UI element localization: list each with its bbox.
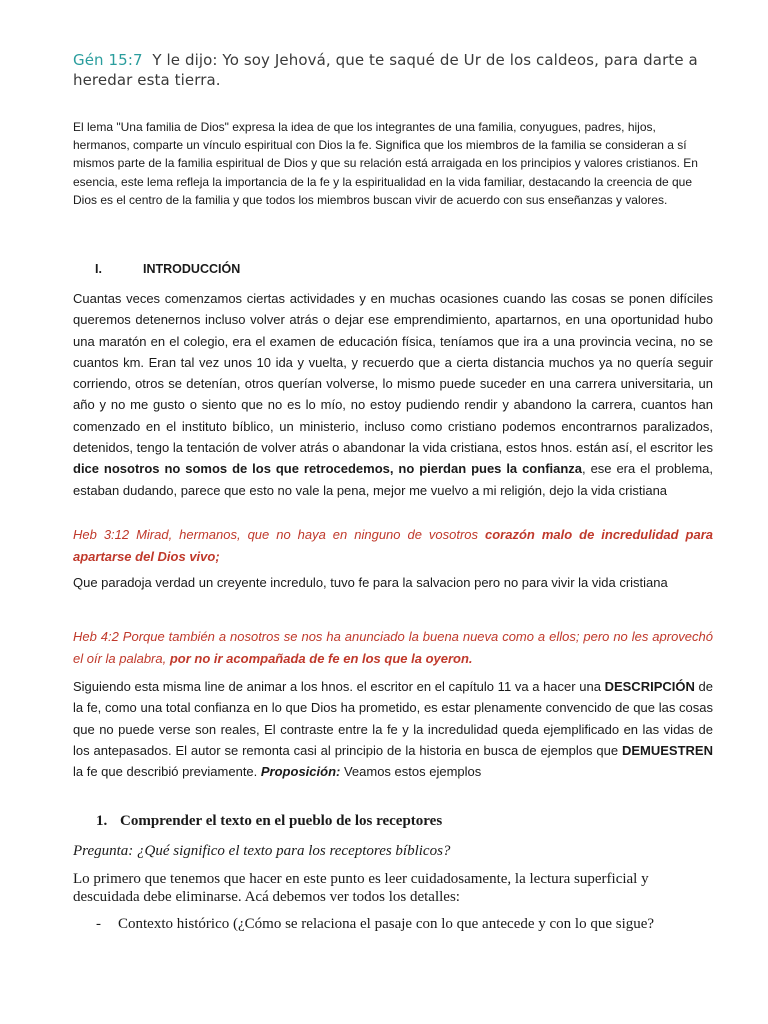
body-emphasis: DESCRIPCIÓN	[604, 679, 695, 694]
quote-emphasis: por no ir acompañada de fe en los que la oyeron.	[169, 650, 473, 666]
scripture-quote-heb-4-2	[73, 626, 713, 669]
section-heading-introduccion	[95, 262, 240, 276]
quote-text: Heb 3:12 Mirad, hermanos, que no haya en ninguno de vosotros	[73, 527, 486, 542]
serif-paragraph: Lo primero que tenemos que hacer en este punto es leer cuidadosamente, la lectura superficial y descuidada debe eliminarse. Acá debemos ver todos los detalles:	[73, 871, 649, 905]
body-text: Siguiendo esta misma line de animar a los hnos. el escritor en el capítulo 11 va a hacer una	[73, 679, 605, 694]
body-paragraph-1	[73, 288, 713, 501]
list-item-text: Contexto histórico (¿Cómo se relaciona el pasaje con lo que antecede y con lo que sigue?	[118, 916, 655, 932]
list-bullet: -	[96, 916, 101, 932]
intro-paragraph: El lema "Una familia de Dios" expresa la idea de que los integrantes de una familia, conyugues, padres, hijos, hermanos, comparte un vínculo espiritual con Dios la fe. Significa que los miembros de la familia se consideran a sí mismos parte de la familia espiritual de Dios y que su relación está arraigada en los principios y valores cristianos. En esencia, este lema refleja la importancia de la fe y la espiritualidad en la vida familiar, destacando la creencia de que Dios es el centro de la familia y que todos los miembros buscan vivir de acuerdo con sus enseñanzas y valores.	[73, 120, 698, 207]
body-text: de la fe, como una total confianza en lo que Dios ha prometido, es estar plenamente convencido de que las cosas que no puede verse son reales, El contraste entre la fe y la incredulidad queda ejemplificado en las vidas de los antepasados. El autor se remonta casi al principio de la historia en busca de ejemplos que	[73, 679, 713, 758]
proposition-label: Proposición:	[260, 764, 341, 780]
body-paragraph-2: Que paradoja verdad un creyente incredulo, tuvo fe para la salvacion pero no para vivir la vida cristiana	[73, 575, 668, 590]
body-paragraph-3	[73, 676, 713, 782]
list-item	[96, 916, 654, 933]
section-title: Comprender el texto en el pueblo de los receptores	[120, 813, 443, 829]
quote-text: Heb 4:2 Porque también a nosotros se nos ha anunciado la buena nueva como a ellos; pero no les aprovechó el oír la palabra,	[73, 629, 713, 666]
verse-heading	[73, 50, 723, 90]
body-text: Cuantas veces comenzamos ciertas actividades y en muchas ocasiones cuando las cosas se ponen difíciles queremos detenernos incluso volver atrás o dejar ese emprendimiento, apartarnos, en una oportunidad hubo una maratón en el colegio, era el examen de educación física, teníamos que ira a una provincia vecina, no se cuantos km. Eran tal vez unos 10 ida y vuelta, y recuerdo que a cierta distancia muchos ya no quería seguir corriendo, otros se detenían, otros querían volverse, lo mismo puede suceder en una carrera universitaria, un año y no me gusto o siento que no es lo mío, no estoy pudiendo rendir y abandono la carrera, cuantos han comenzado en el instituto bíblico, un ministerio, incluso como cristiano podemos encontrarnos paralizados, detenidos, tengo la tentación de volver atrás o abandonar la vida cristiana, estos hnos. están así, el escritor les	[73, 291, 713, 456]
body-text: Veamos estos ejemplos	[340, 764, 482, 780]
body-emphasis: DEMUESTREN	[621, 742, 713, 758]
verse-reference: Gén 15:7	[73, 51, 143, 69]
quote-emphasis: corazón malo de incredulidad para apartarse del Dios vivo;	[73, 527, 713, 564]
section-title: INTRODUCCIÓN	[143, 262, 241, 276]
body-text: la fe que describió previamente.	[73, 764, 261, 780]
scripture-quote-heb-3-12	[73, 524, 713, 567]
section-number: 1.	[96, 813, 108, 829]
section-number: I.	[95, 262, 102, 276]
body-emphasis: dice nosotros no somos de los que retrocedemos, no pierdan pues la confianza	[73, 461, 583, 477]
section-heading-comprender	[96, 813, 442, 830]
question-line: Pregunta: ¿Qué significo el texto para los receptores bíblicos?	[73, 843, 451, 859]
verse-text: Y le dijo: Yo soy Jehová, que te saqué de Ur de los caldeos, para darte a heredar esta tierra.	[73, 51, 698, 89]
body-text: , ese era el problema, estaban dudando, parece que esto no vale la pena, mejor me vuelvo a mi religión, dejo la vida cristiana	[73, 461, 713, 498]
